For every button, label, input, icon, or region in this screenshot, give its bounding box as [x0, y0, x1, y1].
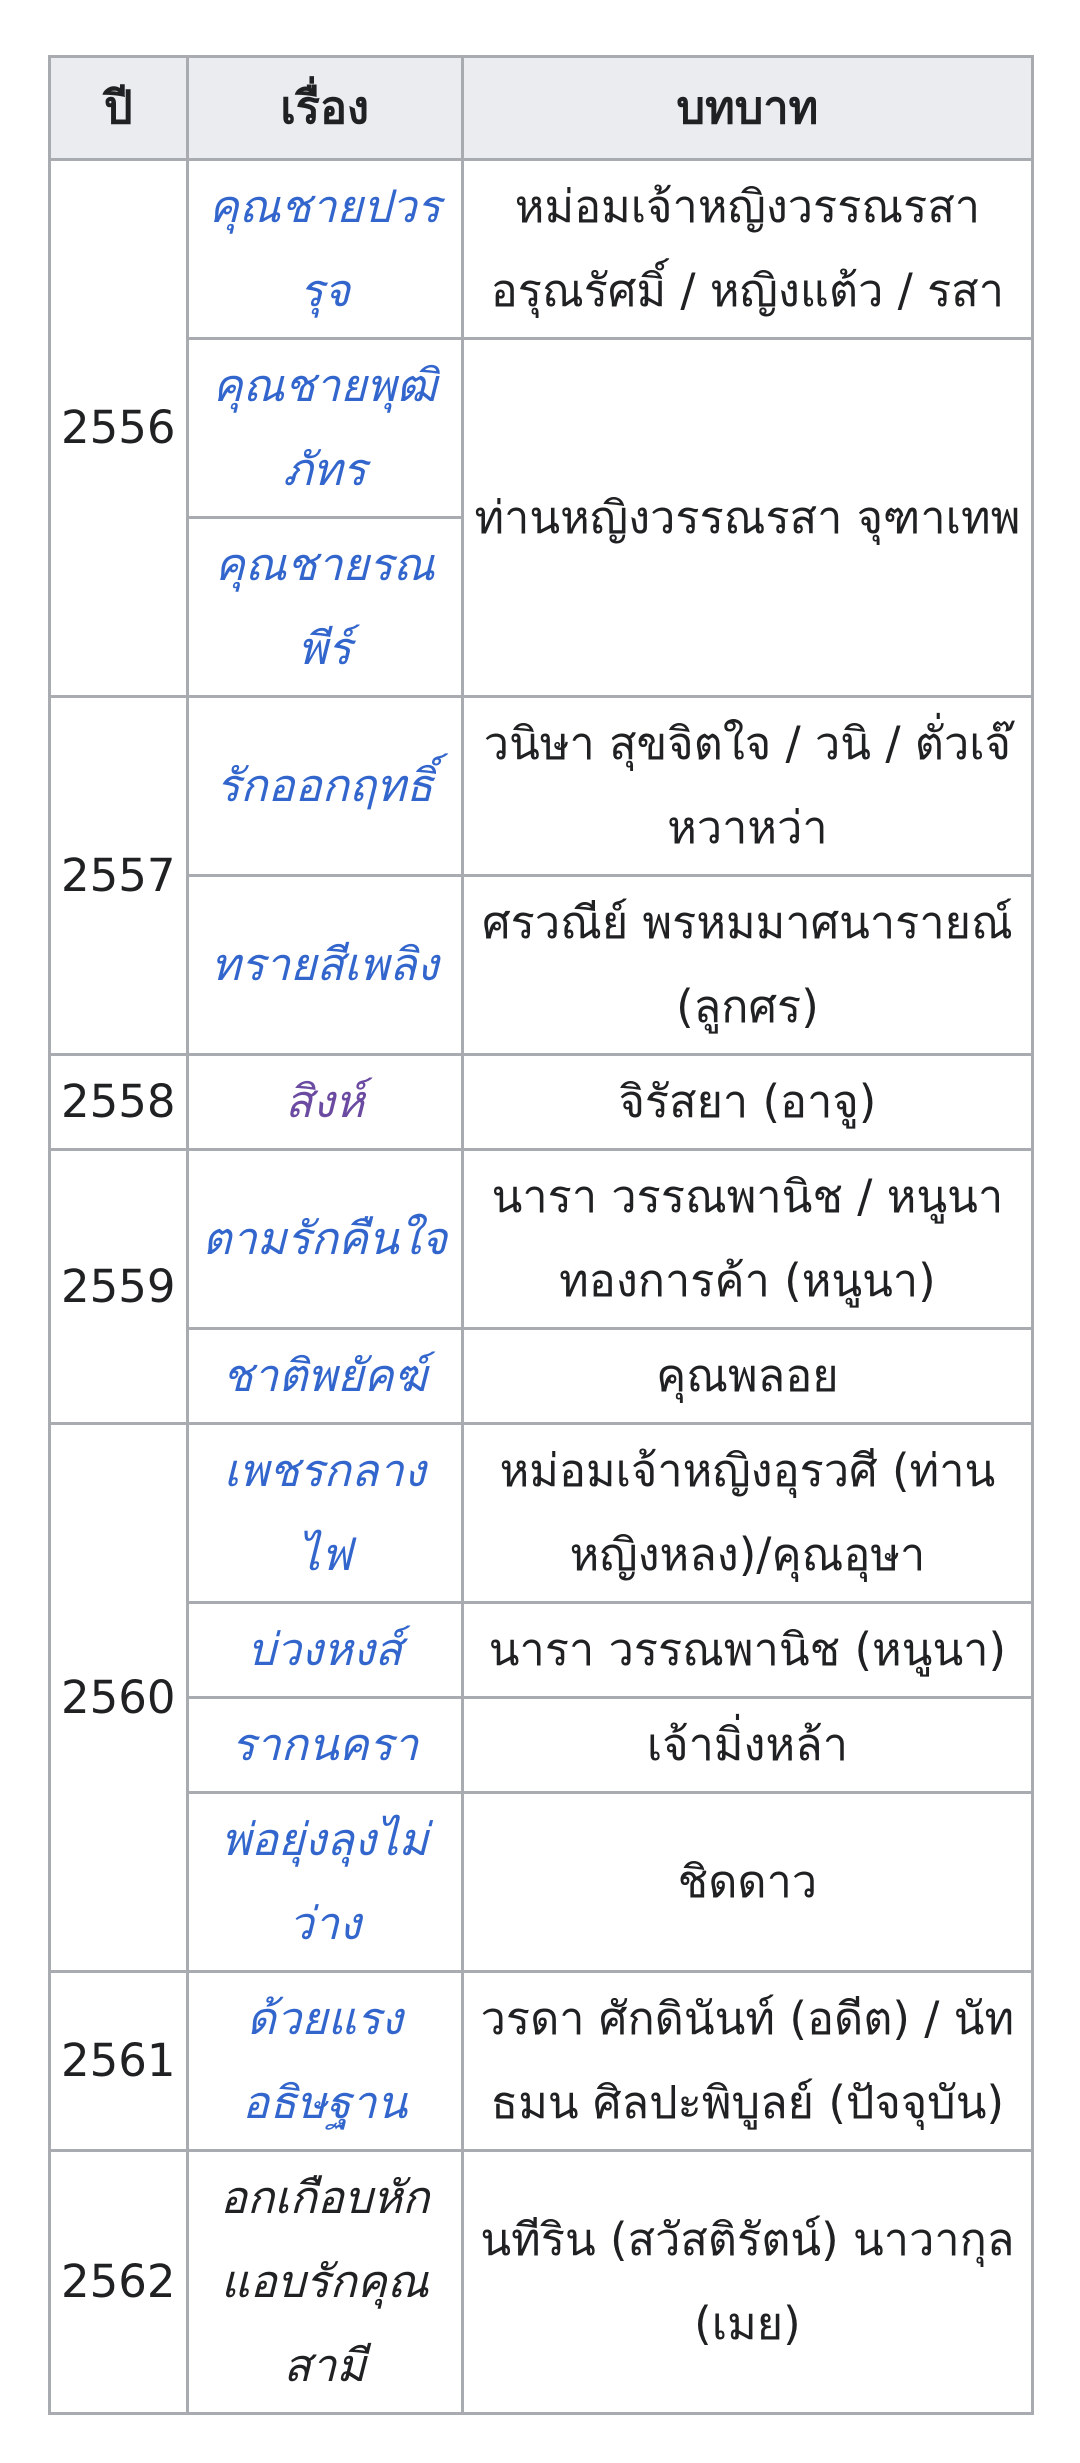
- title-link-buang-hong[interactable]: บ่วงหงส์: [247, 1623, 403, 1676]
- title-cell: [187, 697, 462, 876]
- year-cell-2559: 2559: [50, 1150, 188, 1424]
- table-row: [50, 876, 1033, 1055]
- table-row: [50, 2151, 1033, 2414]
- table-row: [50, 1793, 1033, 1972]
- title-link-por-yung-lung-mai-wang[interactable]: พ่อยุ่งลุงไม่ว่าง: [221, 1813, 429, 1950]
- title-link-khun-chai-pawornruj[interactable]: คุณชายปวรรุจ: [208, 180, 441, 317]
- title-cell: [187, 876, 462, 1055]
- year-cell-2562: 2562: [50, 2151, 188, 2414]
- title-cell: [187, 339, 462, 518]
- role-cell: นทีริน (สวัสติรัตน์) นาวากุล (เมย): [462, 2151, 1032, 2414]
- role-cell: คุณพลอย: [462, 1329, 1032, 1424]
- title-link-rak-nakara[interactable]: รากนครา: [231, 1718, 419, 1771]
- title-cell: [187, 518, 462, 697]
- role-cell: เจ้ามิ่งหล้า: [462, 1698, 1032, 1793]
- role-cell: จิรัสยา (อาจู): [462, 1055, 1032, 1150]
- role-cell: ท่านหญิงวรรณรสา จุฑาเทพ: [462, 339, 1032, 697]
- title-link-singh[interactable]: สิงห์: [285, 1075, 365, 1128]
- year-cell-2560: 2560: [50, 1424, 188, 1972]
- title-cell: [187, 1972, 462, 2151]
- table-header-row: [50, 57, 1033, 160]
- role-cell: ศรวณีย์ พรหมมาศนารายณ์ (ลูกศร): [462, 876, 1032, 1055]
- title-link-sai-see-plerng[interactable]: ทรายสีเพลิง: [210, 938, 439, 991]
- header-year: ปี: [50, 57, 188, 160]
- year-cell-2557: 2557: [50, 697, 188, 1055]
- table-row: [50, 697, 1033, 876]
- title-cell: [187, 1424, 462, 1603]
- title-cell: [187, 1793, 462, 1972]
- table-row: [50, 1424, 1033, 1603]
- table-row: [50, 1603, 1033, 1698]
- table-row: [50, 1972, 1033, 2151]
- table-row: [50, 1150, 1033, 1329]
- table-row: [50, 1055, 1033, 1150]
- role-cell: ชิดดาว: [462, 1793, 1032, 1972]
- title-cell: [187, 1603, 462, 1698]
- year-cell-2556: 2556: [50, 160, 188, 697]
- year-cell-2561: 2561: [50, 1972, 188, 2151]
- title-link-khun-chai-ronnapee[interactable]: คุณชายรณพีร์: [214, 538, 435, 675]
- title-cell: [187, 160, 462, 339]
- role-cell: หม่อมเจ้าหญิงอุรวศี (ท่านหญิงหลง)/คุณอุษา: [462, 1424, 1032, 1603]
- title-link-tam-rak-kuen-jai[interactable]: ตามรักคืนใจ: [202, 1212, 448, 1265]
- year-cell-2558: 2558: [50, 1055, 188, 1150]
- header-role: บทบาท: [462, 57, 1032, 160]
- table-row: [50, 1329, 1033, 1424]
- role-cell: นารา วรรณพานิช (หนูนา): [462, 1603, 1032, 1698]
- title-cell: [187, 1055, 462, 1150]
- table-row: [50, 160, 1033, 339]
- header-title: เรื่อง: [187, 57, 462, 160]
- title-cell: [187, 1698, 462, 1793]
- role-cell: วรดา ศักดินันท์ (อดีต) / นัทธมน ศิลปะพิบูลย์ (ปัจจุบัน): [462, 1972, 1032, 2151]
- title-link-duay-rang-athitthan[interactable]: ด้วยแรงอธิษฐาน: [242, 1992, 408, 2129]
- title-link-chat-payak[interactable]: ชาติพยัคฆ์: [222, 1349, 427, 1402]
- title-cell: [187, 1150, 462, 1329]
- role-cell: หม่อมเจ้าหญิงวรรณรสา อรุณรัศมิ์ / หญิงแต้ว / รสา: [462, 160, 1032, 339]
- title-cell: [187, 1329, 462, 1424]
- table-row: [50, 339, 1033, 518]
- role-cell: วนิษา สุขจิตใจ / วนิ / ตั่วเจ๊หวาหว่า: [462, 697, 1032, 876]
- filmography-table: [48, 55, 1034, 2415]
- title-link-rak-ork-rit[interactable]: รักออกฤทธิ์: [216, 759, 434, 812]
- title-link-petch-klang-fai[interactable]: เพชรกลางไฟ: [223, 1444, 426, 1581]
- title-cell: [187, 2151, 462, 2414]
- title-link-khun-chai-puttipat[interactable]: คุณชายพุฒิภัทร: [212, 359, 437, 496]
- title-text-ok-kueap-hak: อกเกือบหักแอบรักคุณสามี: [219, 2171, 430, 2392]
- role-cell: นารา วรรณพานิช / หนูนา ทองการค้า (หนูนา): [462, 1150, 1032, 1329]
- table-row: [50, 1698, 1033, 1793]
